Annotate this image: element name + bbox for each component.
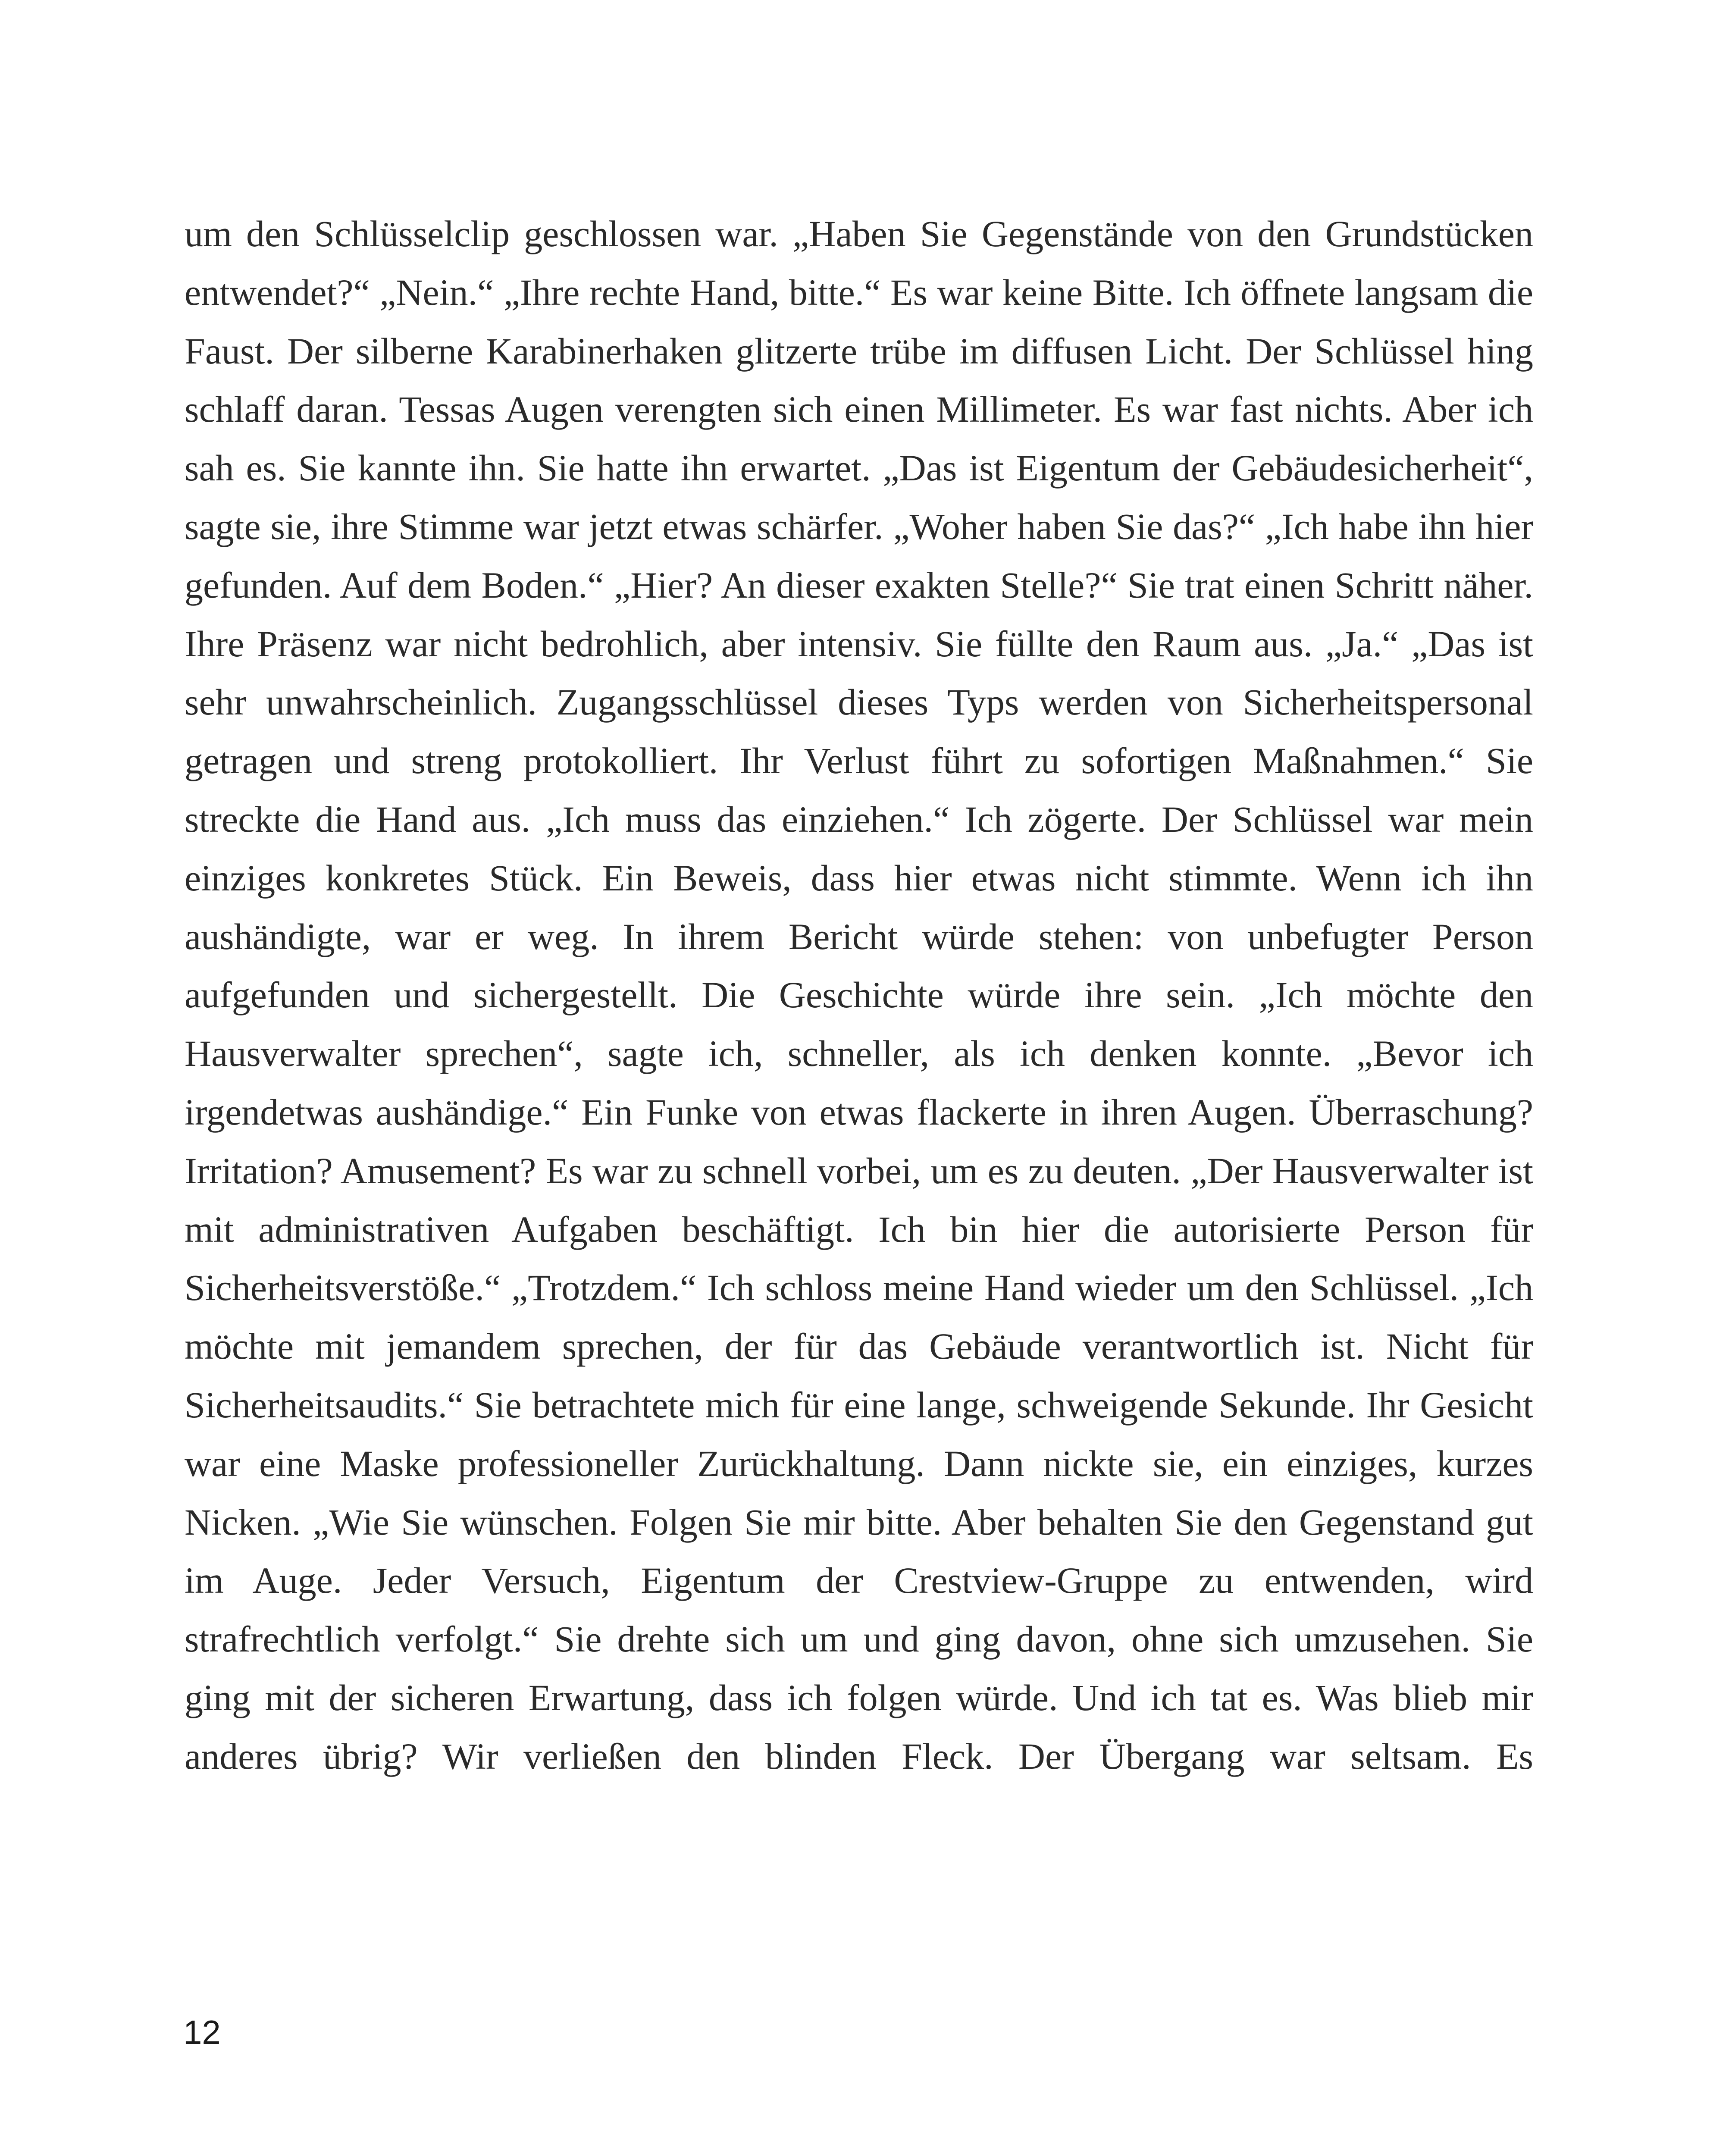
page-number: 12 bbox=[183, 2013, 221, 2051]
body-paragraph: um den Schlüsselclip geschlossen war. „Haben Sie Gegenstände von den Grundstücken entwendet?“ „Nein.“ „Ihre rechte Hand, bitte.“ Es war keine Bitte. Ich öffnete langsam die Faust. Der silberne Karabinerhaken glitzerte trübe im diffusen Licht. Der Schlüssel hing schlaff daran. Tessas Augen verengten sich einen Millimeter. Es war fast nichts. Aber ich sah es. Sie kannte ihn. Sie hatte ihn erwartet. „Das ist Eigentum der Gebäudesicherheit“, sagte sie, ihre Stimme war jetzt etwas schärfer. „Woher haben Sie das?“ „Ich habe ihn hier gefunden. Auf dem Boden.“ „Hier? An dieser exakten Stelle?“ Sie trat einen Schritt näher. Ihre Präsenz war nicht bedrohlich, aber intensiv. Sie füllte den Raum aus. „Ja.“ „Das ist sehr unwahrscheinlich. Zugangsschlüssel dieses Typs werden von Sicherheitspersonal getragen und streng protokolliert. Ihr Verlust führt zu sofortigen Maßnahmen.“ Sie streckte die Hand aus. „Ich muss das einziehen.“ Ich zögerte. Der Schlüssel war mein einziges konkretes Stück. Ein Beweis, dass hier etwas nicht stimmte. Wenn ich ihn aushändigte, war er weg. In ihrem Bericht würde stehen: von unbefugter Person aufgefunden und sichergestellt. Die Geschichte würde ihre sein. „Ich möchte den Hausverwalter sprechen“, sagte ich, schneller, als ich denken konnte. „Bevor ich irgendetwas aushändige.“ Ein Funke von etwas flackerte in ihren Augen. Überraschung? Irritation? Amusement? Es war zu schnell vorbei, um es zu deuten. „Der Hausverwalter ist mit administrativen Aufgaben beschäftigt. Ich bin hier die autorisierte Person für Sicherheitsverstöße.“ „Trotzdem.“ Ich schloss meine Hand wieder um den Schlüssel. „Ich möchte mit jemandem sprechen, der für das Gebäude verantwortlich ist. Nicht für Sicherheitsaudits.“ Sie betrachtete mich für eine lange, schweigende Sekunde. Ihr Gesicht war eine Maske professioneller Zurückhaltung. Dann nickte sie, ein einziges, kurzes Nicken. „Wie Sie wünschen. Folgen Sie mir bitte. Aber behalten Sie den Gegenstand gut im Auge. Jeder Versuch, Eigentum der Crestview-Gruppe zu entwenden, wird strafrechtlich verfolgt.“ Sie drehte sich um und ging davon, ohne sich umzusehen. Sie ging mit der sicheren Erwartung, dass ich folgen würde. Und ich tat es. Was blieb mir anderes übrig? Wir verließen den blinden Fleck. Der Übergang war seltsam. Es bbox=[185, 213, 1533, 1777]
